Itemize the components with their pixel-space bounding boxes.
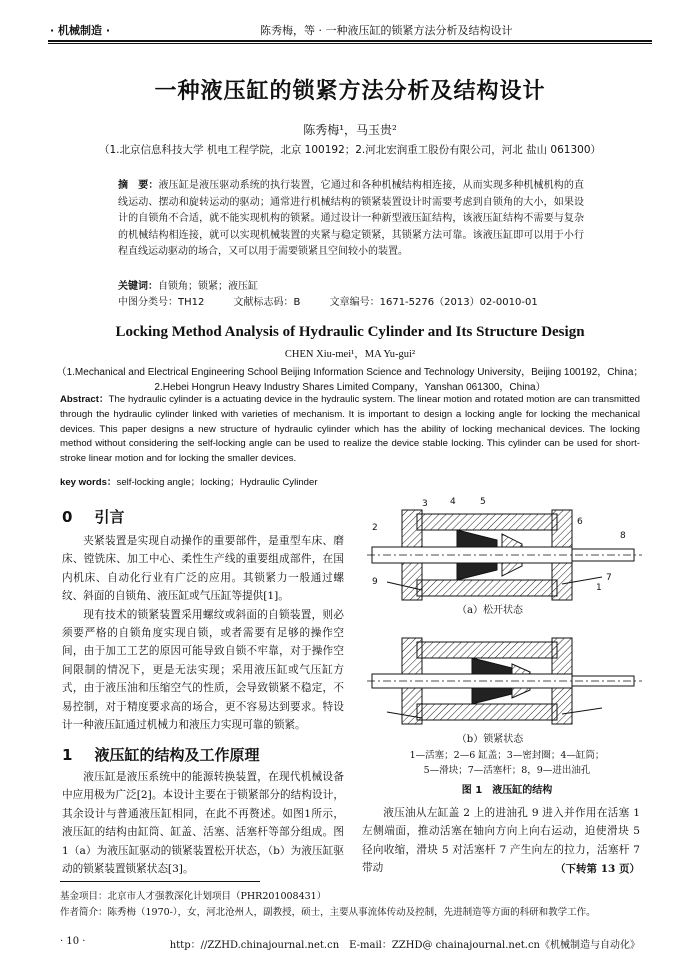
abstract-label: 摘 要：	[118, 180, 159, 191]
keywords-text: 自锁角；锁紧；液压缸	[158, 281, 258, 292]
english-abstract	[60, 393, 640, 467]
continued-note: （下转第 13 页）	[555, 863, 640, 875]
cylinder-barrel-bottom	[417, 580, 557, 596]
page-footer	[60, 936, 640, 951]
footnote-rule	[60, 881, 260, 882]
section-1-body	[62, 768, 344, 878]
cylinder-barrel-bottom	[417, 704, 557, 720]
figure-label: 7	[606, 573, 612, 583]
english-keywords-label: key words：	[60, 477, 117, 488]
figure-1a-caption: （a）松开状态	[457, 605, 523, 616]
section-0-number: 0	[62, 508, 73, 526]
figure-1-legend	[362, 748, 652, 778]
affiliation: （1.北京信息科技大学 机电工程学院，北京 100192；2.河北宏润重工股份有限公司，河北 盐山 061300）	[98, 144, 602, 156]
english-affiliation-1: （1.Mechanical and Electrical Engineering School Beijing Information Science and Technology University，Beijing 100192，China；	[56, 367, 644, 378]
english-keywords	[60, 474, 318, 488]
english-title: Locking Method Analysis of Hydraulic Cylinder and Its Structure Design	[115, 324, 585, 340]
legend-line-2: 5—滑块；7—活塞杆；8，9—进出油孔	[423, 765, 591, 776]
footnote-bio: 作者简介：陈秀梅（1970-），女，河北沧州人，副教授，硕士，主要从事流体传动及控制，先进制造等方面的科研和教学工作。	[60, 907, 596, 918]
abstract-text: 液压缸是液压驱动系统的执行装置，它通过和各种机械结构相连接，从而实现多种机械机构的直线运动、摆动和旋转运动的驱动；通常进行机械结构的锁紧装置设计时需要考虑到自锁角的大小，如果设计的自锁角不合适，就不能实现机构的锁紧。通过设计一种新型液压缸结构，该液压缸结构不需要与复杂的机械结构相连接，就可以实现机械装置的夹紧与稳定锁紧，其锁紧方法可靠。该液压缸即可以用于小行程直线运动驱动的场合，又可以用于需要锁紧且空间较小的装置。	[118, 180, 585, 257]
article-number: 文章编号：1671-5276（2013）02-0010-01	[329, 297, 538, 308]
english-keywords-text: self-locking angle；locking；Hydraulic Cylinder	[116, 477, 318, 488]
section-0-heading	[62, 506, 124, 527]
figure-1-drawing	[362, 492, 652, 742]
running-title: 陈秀梅，等 · 一种液压缸的锁紧方法分析及结构设计	[260, 24, 513, 37]
figure-label: 4	[450, 497, 456, 507]
paragraph: 液压油从左缸盖 2 上的进油孔 9 进入并作用在活塞 1 左侧端面，推动活塞在轴向方向上向右运动，迫使滑块 5 径向收缩，滑块 5 对活塞杆 7 产生向左的拉力，活塞杆 7 带动	[362, 807, 640, 875]
figure-label: 6	[577, 517, 583, 527]
footnote-fund: 基金项目：北京市人才强教深化计划项目（PHR201008431）	[60, 891, 327, 902]
page-number: · 10 ·	[60, 936, 86, 947]
classification	[118, 293, 564, 308]
header-rule-thin	[48, 43, 652, 44]
paper-title: 一种液压缸的锁紧方法分析及结构设计	[154, 79, 546, 104]
paragraph: 现有技术的锁紧装置采用螺纹或斜面的自锁装置，则必须要严格的自锁角度实现自锁，或者需要有足够的操作空间，由于加工工艺的原因可能导致自锁不牢靠，对于操作空间限制的情况下，更是无法实现；采用液压缸或气压缸方式，由于液压油和压缩空气的性质，会导致锁紧不稳定，不易控制，对于精度要求高的场合，更不容易达到要求。特设计一种液压缸通过机械力和液压力实现可靠的锁紧。	[62, 608, 344, 732]
journal-column: · 机械制造 ·	[50, 24, 111, 37]
figure-label: 9	[372, 577, 378, 587]
clc-number: 中图分类号：TH12	[118, 297, 205, 308]
journal-contact: http：//ZZHD.chinajournal.net.cn E-mail：ZZHD@ chainajournal.net.cn《机械制造与自动化》	[169, 940, 640, 951]
abstract-cn	[118, 178, 584, 261]
header-rule	[48, 40, 652, 42]
keywords-cn	[118, 277, 258, 292]
figure-label: 3	[422, 499, 428, 509]
cylinder-barrel-top	[417, 514, 557, 530]
figure-label: 1	[596, 583, 602, 593]
section-0-title: 引言	[94, 508, 125, 526]
section-0-body	[62, 532, 344, 734]
cylinder-barrel-top	[417, 642, 557, 658]
english-authors: CHEN Xiu-mei¹，MA Yu-gui²	[284, 349, 416, 360]
section-1-number: 1	[62, 746, 73, 764]
figure-1b-caption: （b）锁紧状态	[456, 734, 524, 745]
english-abstract-text: The hydraulic cylinder is a actuating device in the hydraulic system. The linear motion and rotated motion are can transmitted through the hydraulic cylinder linked with varieties of mechanism. It is important to design a locking angle for locking the mechanical devices. This paper designs a new structure of hydraulic cylinder which has the ability of locking mechanical devices. The locking method without considering the self-locking angle can be used to realize the device stable locking. This cylinder can be used for short-stroke linear motion and for locking the smaller devices.	[60, 394, 640, 465]
figure-1b-drawing	[367, 638, 642, 724]
legend-line-1: 1—活塞；2—6 缸盖；3—密封圈；4—缸筒；	[409, 750, 605, 761]
paragraph: 液压缸是液压系统中的能源转换装置，在现代机械设备中应用极为广泛[2]。本设计主要在于锁紧部分的结构设计，其余设计与普通液压缸相同，在此不再赘述。如图1所示，液压缸的结构由缸筒、缸盖、活塞、活塞杆等部分组成。图1（a）为液压缸驱动的锁紧装置松开状态，（b）为液压缸驱动的锁紧装置锁紧状态[3]。	[62, 771, 344, 876]
figure-label: 8	[620, 531, 626, 541]
paragraph: 夹紧装置是实现自动操作的重要部件，是重型车床、磨床、镗铣床、加工中心、柔性生产线的重要组成部件，在国内机床、自动化行业有广泛的应用。其锁紧力一般通过螺纹、斜面的自锁角、液压缸或气压缸等提供[1]。	[62, 535, 344, 603]
authors: 陈秀梅¹，马玉贵²	[303, 123, 397, 137]
running-header	[50, 18, 650, 40]
figure-1-caption: 图 1 液压缸的结构	[461, 785, 553, 796]
keywords-label: 关键词：	[118, 281, 158, 292]
doc-code: 文献标志码：B	[233, 297, 301, 308]
section-1-heading	[62, 744, 259, 765]
figure-label: 5	[480, 497, 486, 507]
english-affiliation-2: 2.Hebei Hongrun Heavy Industry Shares Limited Company，Yanshan 061300，China）	[154, 382, 546, 393]
figure-label: 2	[372, 523, 378, 533]
english-abstract-label: Abstract：	[60, 394, 109, 405]
section-1-title: 液压缸的结构及工作原理	[94, 746, 260, 764]
